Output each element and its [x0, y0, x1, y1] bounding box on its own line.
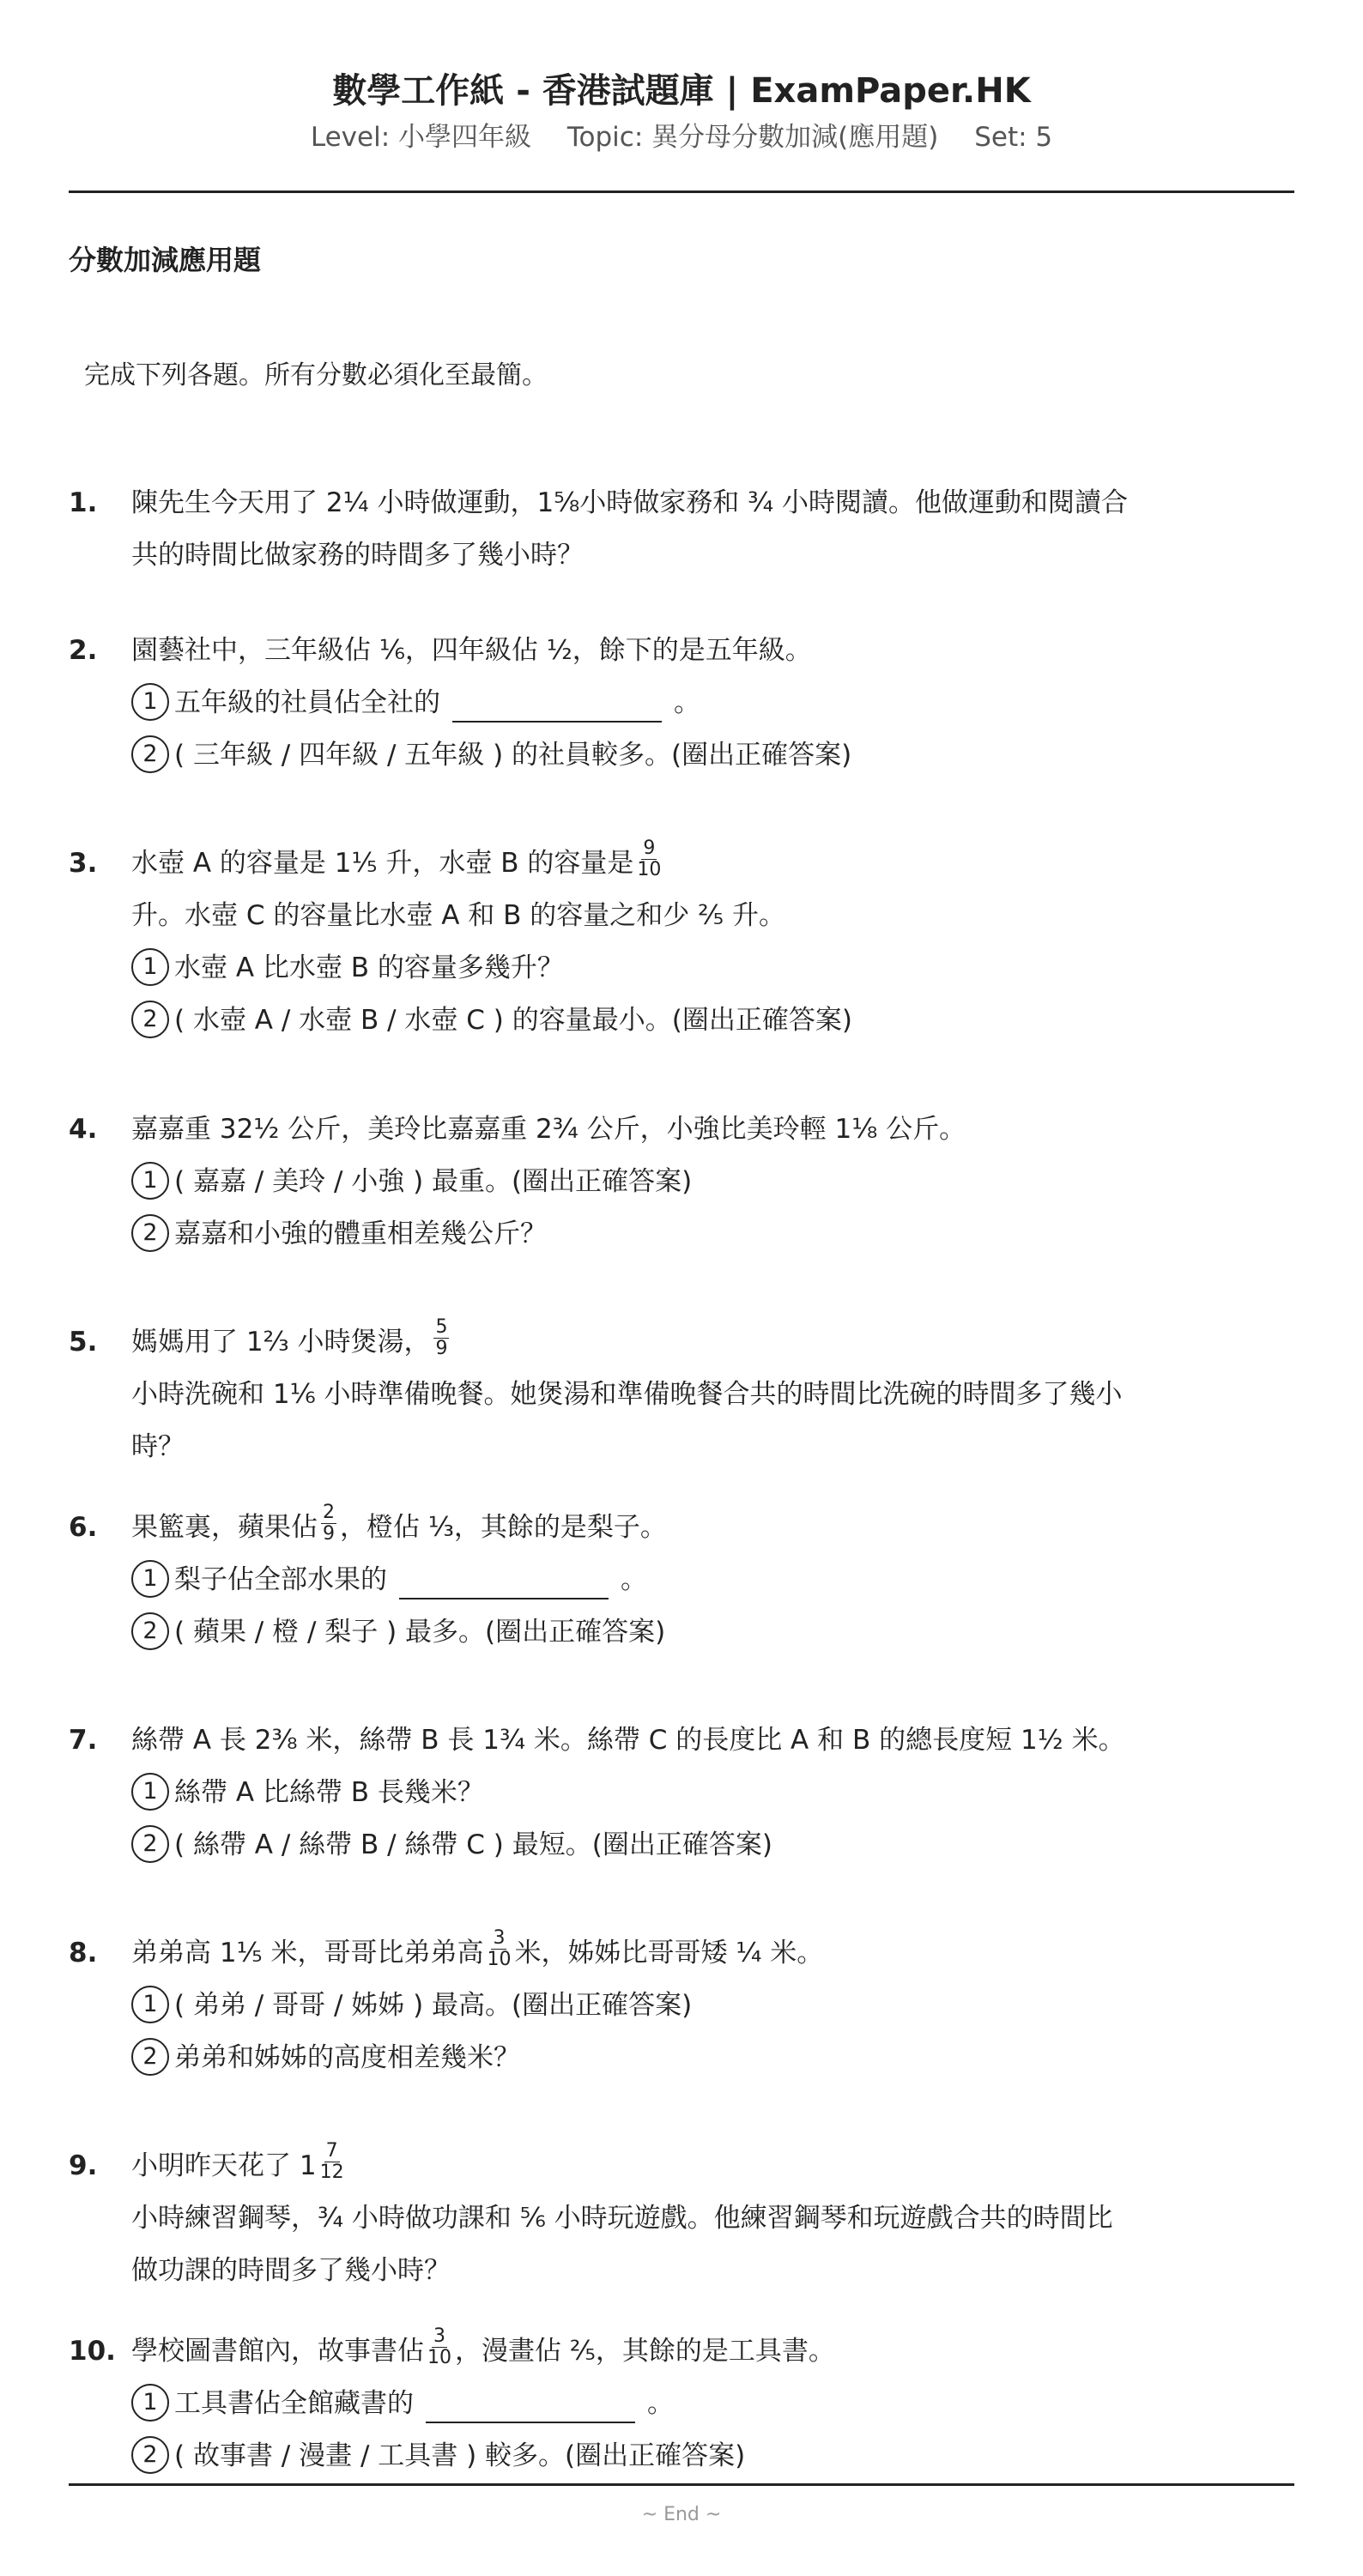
- question-text: 嘉嘉重 32½ 公斤，美玲比嘉嘉重 2¾ 公斤，小強比美玲輕 1⅛ 公斤。: [131, 1114, 966, 1145]
- fraction: [433, 1317, 449, 1359]
- worksheet-header: [0, 69, 1363, 154]
- circled-number-1: 1: [131, 948, 169, 986]
- question-text: 園藝社中，三年級佔 ⅙，四年級佔 ½，餘下的是五年級。: [131, 635, 812, 666]
- denominator: 9: [323, 1523, 335, 1545]
- question-text-part: 水壺 A 的容量是 1⅕ 升，水壺 B 的容量是: [131, 848, 634, 879]
- circled-number-2: 2: [131, 1825, 169, 1863]
- sub-question-2: [131, 1606, 1350, 1659]
- sub-question-text: 絲帶 A 比絲帶 B 長幾米？: [174, 1777, 484, 1808]
- period: 。: [621, 1564, 647, 1595]
- sub-question-text: ( 故事書 / 漫畫 / 工具書 ) 較多。(圈出正確答案): [174, 2440, 746, 2471]
- set-label: Set: 5: [974, 122, 1053, 153]
- footer-divider: [69, 2483, 1294, 2486]
- question-number: 1.: [69, 487, 98, 518]
- sub-question-text: ( 弟弟 / 哥哥 / 姊姊 ) 最高。(圈出正確答案): [174, 1990, 693, 2021]
- question-text: 共的時間比做家務的時間多了幾小時？: [131, 540, 584, 571]
- fraction: [321, 1503, 336, 1545]
- question-text: 陳先生今天用了 2¼ 小時做運動，1⅝小時做家務和 ¾ 小時閱讀。他做運動和閱讀合: [131, 487, 1128, 518]
- sub-question-1: [131, 677, 1350, 729]
- sub-question-text: 嘉嘉和小強的體重相差幾公斤？: [174, 1218, 547, 1249]
- question-text-part: 媽媽用了 1⅔ 小時煲湯，: [131, 1327, 431, 1358]
- circled-number-1: 1: [131, 1986, 169, 2023]
- header-divider: [69, 190, 1294, 193]
- question-text: [131, 838, 1350, 890]
- period: 。: [674, 687, 700, 718]
- sub-question-1: [131, 1980, 1350, 2032]
- sub-question-text: 梨子佔全部水果的: [174, 1564, 387, 1595]
- question-text: [131, 1927, 1350, 1980]
- sub-question-text: ( 水壺 A / 水壺 B / 水壺 C ) 的容量最小。(圈出正確答案): [174, 1005, 852, 1036]
- circled-number-1: 1: [131, 2384, 169, 2422]
- question-number: 6.: [69, 1512, 98, 1543]
- sub-question-text: ( 三年級 / 四年級 / 五年級 ) 的社員較多。(圈出正確答案): [174, 740, 852, 771]
- numerator: 3: [493, 1927, 506, 1949]
- sub-question-2: [131, 2430, 1350, 2482]
- topic-label: Topic: 異分母分數加減(應用題): [566, 122, 939, 153]
- question-text-part: 果籃裏，蘋果佔: [131, 1512, 318, 1543]
- circled-number-1: 1: [131, 1560, 169, 1598]
- question-number: 8.: [69, 1938, 98, 1968]
- question-number: 4.: [69, 1114, 98, 1145]
- numerator: 5: [435, 1316, 448, 1338]
- question-text-part: 學校圖書館內，故事書佔: [131, 2336, 424, 2367]
- sub-question-2: [131, 1208, 1350, 1261]
- sub-question-1: [131, 1156, 1350, 1208]
- question-text-part: 米，姊姊比哥哥矮 ¼ 米。: [514, 1938, 824, 1968]
- fraction: [637, 838, 661, 880]
- question-text: [131, 2140, 1350, 2192]
- sub-question-text: ( 蘋果 / 橙 / 梨子 ) 最多。(圈出正確答案): [174, 1617, 666, 1648]
- sub-question-text: 五年級的社員佔全社的: [174, 687, 440, 718]
- question-number: 7.: [69, 1725, 98, 1756]
- sub-question-text: 工具書佔全館藏書的: [174, 2388, 414, 2419]
- circled-number-2: 2: [131, 2436, 169, 2474]
- sub-question-text: ( 嘉嘉 / 美玲 / 小強 ) 最重。(圈出正確答案): [174, 1166, 693, 1197]
- sub-question-2: [131, 1819, 1350, 1872]
- question-number: 3.: [69, 848, 98, 879]
- sub-question-2: [131, 729, 1350, 782]
- question-text: [131, 1502, 1350, 1554]
- instructions: 完成下列各題。所有分數必須化至最簡。: [84, 360, 548, 390]
- sub-question-text: 水壺 A 比水壺 B 的容量多幾升？: [174, 952, 564, 983]
- level-label: Level: 小學四年級: [310, 122, 531, 153]
- denominator: 12: [319, 2162, 344, 2183]
- question-text: 做功課的時間多了幾小時？: [131, 2255, 451, 2286]
- question-text: 小時洗碗和 1⅙ 小時準備晚餐。她煲湯和準備晚餐合共的時間比洗碗的時間多了幾小: [131, 1379, 1123, 1410]
- period: 。: [647, 2388, 674, 2419]
- numerator: 9: [643, 838, 656, 859]
- sub-question-1: [131, 1767, 1350, 1819]
- fraction: [427, 2326, 451, 2368]
- numerator: 2: [323, 1502, 335, 1523]
- question-text-part: 弟弟高 1⅕ 米，哥哥比弟弟高: [131, 1938, 484, 1968]
- denominator: 10: [427, 2347, 451, 2368]
- question-text: [131, 1316, 1350, 1369]
- answer-blank[interactable]: [452, 692, 662, 723]
- question-text-part: 小明昨天花了 1: [131, 2150, 317, 2181]
- section-title: 分數加減應用題: [69, 244, 262, 276]
- question-number: 5.: [69, 1327, 98, 1358]
- circled-number-1: 1: [131, 1162, 169, 1200]
- sub-question-1: [131, 2378, 1350, 2430]
- sub-question-text: 弟弟和姊姊的高度相差幾米？: [174, 2042, 520, 2073]
- numerator: 3: [433, 2325, 445, 2347]
- denominator: 9: [435, 1338, 448, 1359]
- worksheet-meta: [0, 120, 1363, 154]
- end-marker: ~ End ~: [641, 2504, 722, 2525]
- sub-question-1: [131, 942, 1350, 995]
- denominator: 10: [637, 859, 662, 880]
- question-text-part: ，橙佔 ⅓，其餘的是梨子。: [340, 1512, 667, 1543]
- question-number: 10.: [69, 2336, 116, 2367]
- circled-number-2: 2: [131, 2038, 169, 2076]
- fraction: [320, 2141, 344, 2183]
- question-number: 9.: [69, 2150, 98, 2181]
- sub-question-text: ( 絲帶 A / 絲帶 B / 絲帶 C ) 最短。(圈出正確答案): [174, 1829, 772, 1860]
- answer-blank[interactable]: [426, 2392, 635, 2423]
- question-text: 小時練習鋼琴，¾ 小時做功課和 ⅚ 小時玩遊戲。他練習鋼琴和玩遊戲合共的時間比: [131, 2203, 1113, 2234]
- circled-number-1: 1: [131, 683, 169, 721]
- question-text: [131, 2325, 1350, 2378]
- question-text: 絲帶 A 長 2⅜ 米，絲帶 B 長 1¾ 米。絲帶 C 的長度比 A 和 B 的總長度短 1½ 米。: [131, 1725, 1125, 1756]
- circled-number-2: 2: [131, 1214, 169, 1252]
- circled-number-1: 1: [131, 1773, 169, 1811]
- numerator: 7: [325, 2140, 338, 2162]
- question-text: 時？: [131, 1431, 185, 1462]
- circled-number-2: 2: [131, 1612, 169, 1650]
- fraction: [487, 1928, 511, 1970]
- question-text-part: ，漫畫佔 ⅖，其餘的是工具書。: [455, 2336, 835, 2367]
- circled-number-2: 2: [131, 735, 169, 773]
- page-title: 數學工作紙 - 香港試題庫 | ExamPaper.HK: [332, 71, 1031, 111]
- denominator: 10: [487, 1949, 512, 1970]
- answer-blank[interactable]: [399, 1569, 609, 1599]
- circled-number-2: 2: [131, 1001, 169, 1038]
- sub-question-2: [131, 2032, 1350, 2084]
- question-text: 升。水壺 C 的容量比水壺 A 和 B 的容量之和少 ⅖ 升。: [131, 900, 785, 931]
- question-number: 2.: [69, 635, 98, 666]
- sub-question-1: [131, 1554, 1350, 1606]
- sub-question-2: [131, 995, 1350, 1047]
